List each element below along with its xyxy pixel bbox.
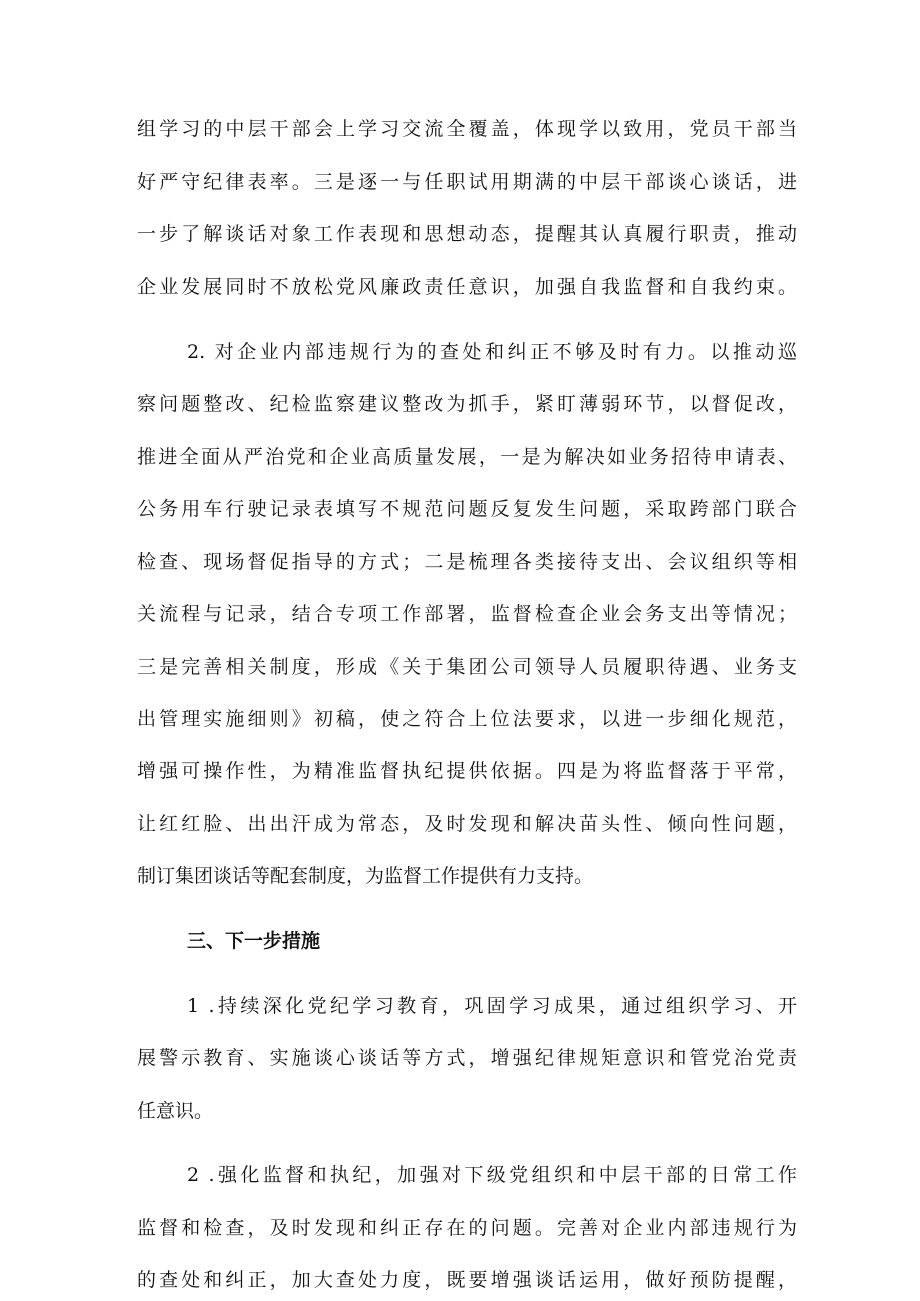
paragraph-1-line-4: 企业发展同时不放松党风廉政责任意识，加强自我监督和自我约束。	[137, 276, 797, 298]
paragraph-2-line-2: 察问题整改、纪检监察建议整改为抓手，紧盯薄弱环节，以督促改，	[137, 393, 797, 415]
paragraph-3-line-2: 展警示教育、实施谈心谈话等方式，增强纪律规矩意识和管党治党责	[137, 1047, 797, 1069]
paragraph-1-line-1: 组学习的中层干部会上学习交流全覆盖，体现学以致用，党员干部当	[137, 118, 797, 140]
paragraph-3-line-3: 任意识。	[137, 1100, 214, 1122]
paragraph-4-line-2: 监督和检查，及时发现和纠正存在的问题。完善对企业内部违规行为	[137, 1217, 797, 1239]
paragraph-4-line-1: 2 .强化监督和执纪，加强对下级党组织和中层干部的日常工作	[187, 1164, 797, 1186]
paragraph-2-line-6: 关流程与记录，结合专项工作部署，监督检查企业会务支出等情况；	[137, 603, 797, 625]
paragraph-1-line-3: 一步了解谈话对象工作表现和思想动态，提醒其认真履行职责，推动	[137, 223, 797, 245]
paragraph-2-line-9: 增强可操作性，为精准监督执纪提供依据。四是为将监督落于平常，	[137, 760, 797, 782]
paragraph-1-line-2: 好严守纪律表率。三是逐一与任职试用期满的中层干部谈心谈话，进	[137, 171, 797, 193]
section-heading: 三、下一步措施	[187, 930, 321, 952]
paragraph-3-line-1: 1 .持续深化党纪学习教育，巩固学习成果，通过组织学习、开	[187, 995, 797, 1017]
paragraph-2-line-5: 检查、现场督促指导的方式；二是梳理各类接待支出、会议组织等相	[137, 551, 797, 573]
paragraph-2-line-10: 让红红脸、出出汗成为常态，及时发现和解决苗头性、倾向性问题，	[137, 813, 797, 835]
paragraph-2-line-7: 三是完善相关制度，形成《关于集团公司领导人员履职待遇、业务支	[137, 656, 797, 678]
paragraph-2-line-8: 出管理实施细则》初稿，使之符合上位法要求，以进一步细化规范，	[137, 708, 797, 730]
paragraph-2-line-11: 制订集团谈话等配套制度，为监督工作提供有力支持。	[137, 865, 594, 887]
paragraph-2-line-3: 推进全面从严治党和企业高质量发展，一是为解决如业务招待申请表、	[137, 446, 797, 468]
paragraph-2-line-4: 公务用车行驶记录表填写不规范问题反复发生问题，采取跨部门联合	[137, 498, 797, 520]
paragraph-2-line-1: 2. 对企业内部违规行为的查处和纠正不够及时有力。以推动巡	[187, 341, 797, 363]
paragraph-4-line-3: 的查处和纠正，加大查处力度，既要增强谈话运用，做好预防提醒，	[137, 1269, 797, 1291]
